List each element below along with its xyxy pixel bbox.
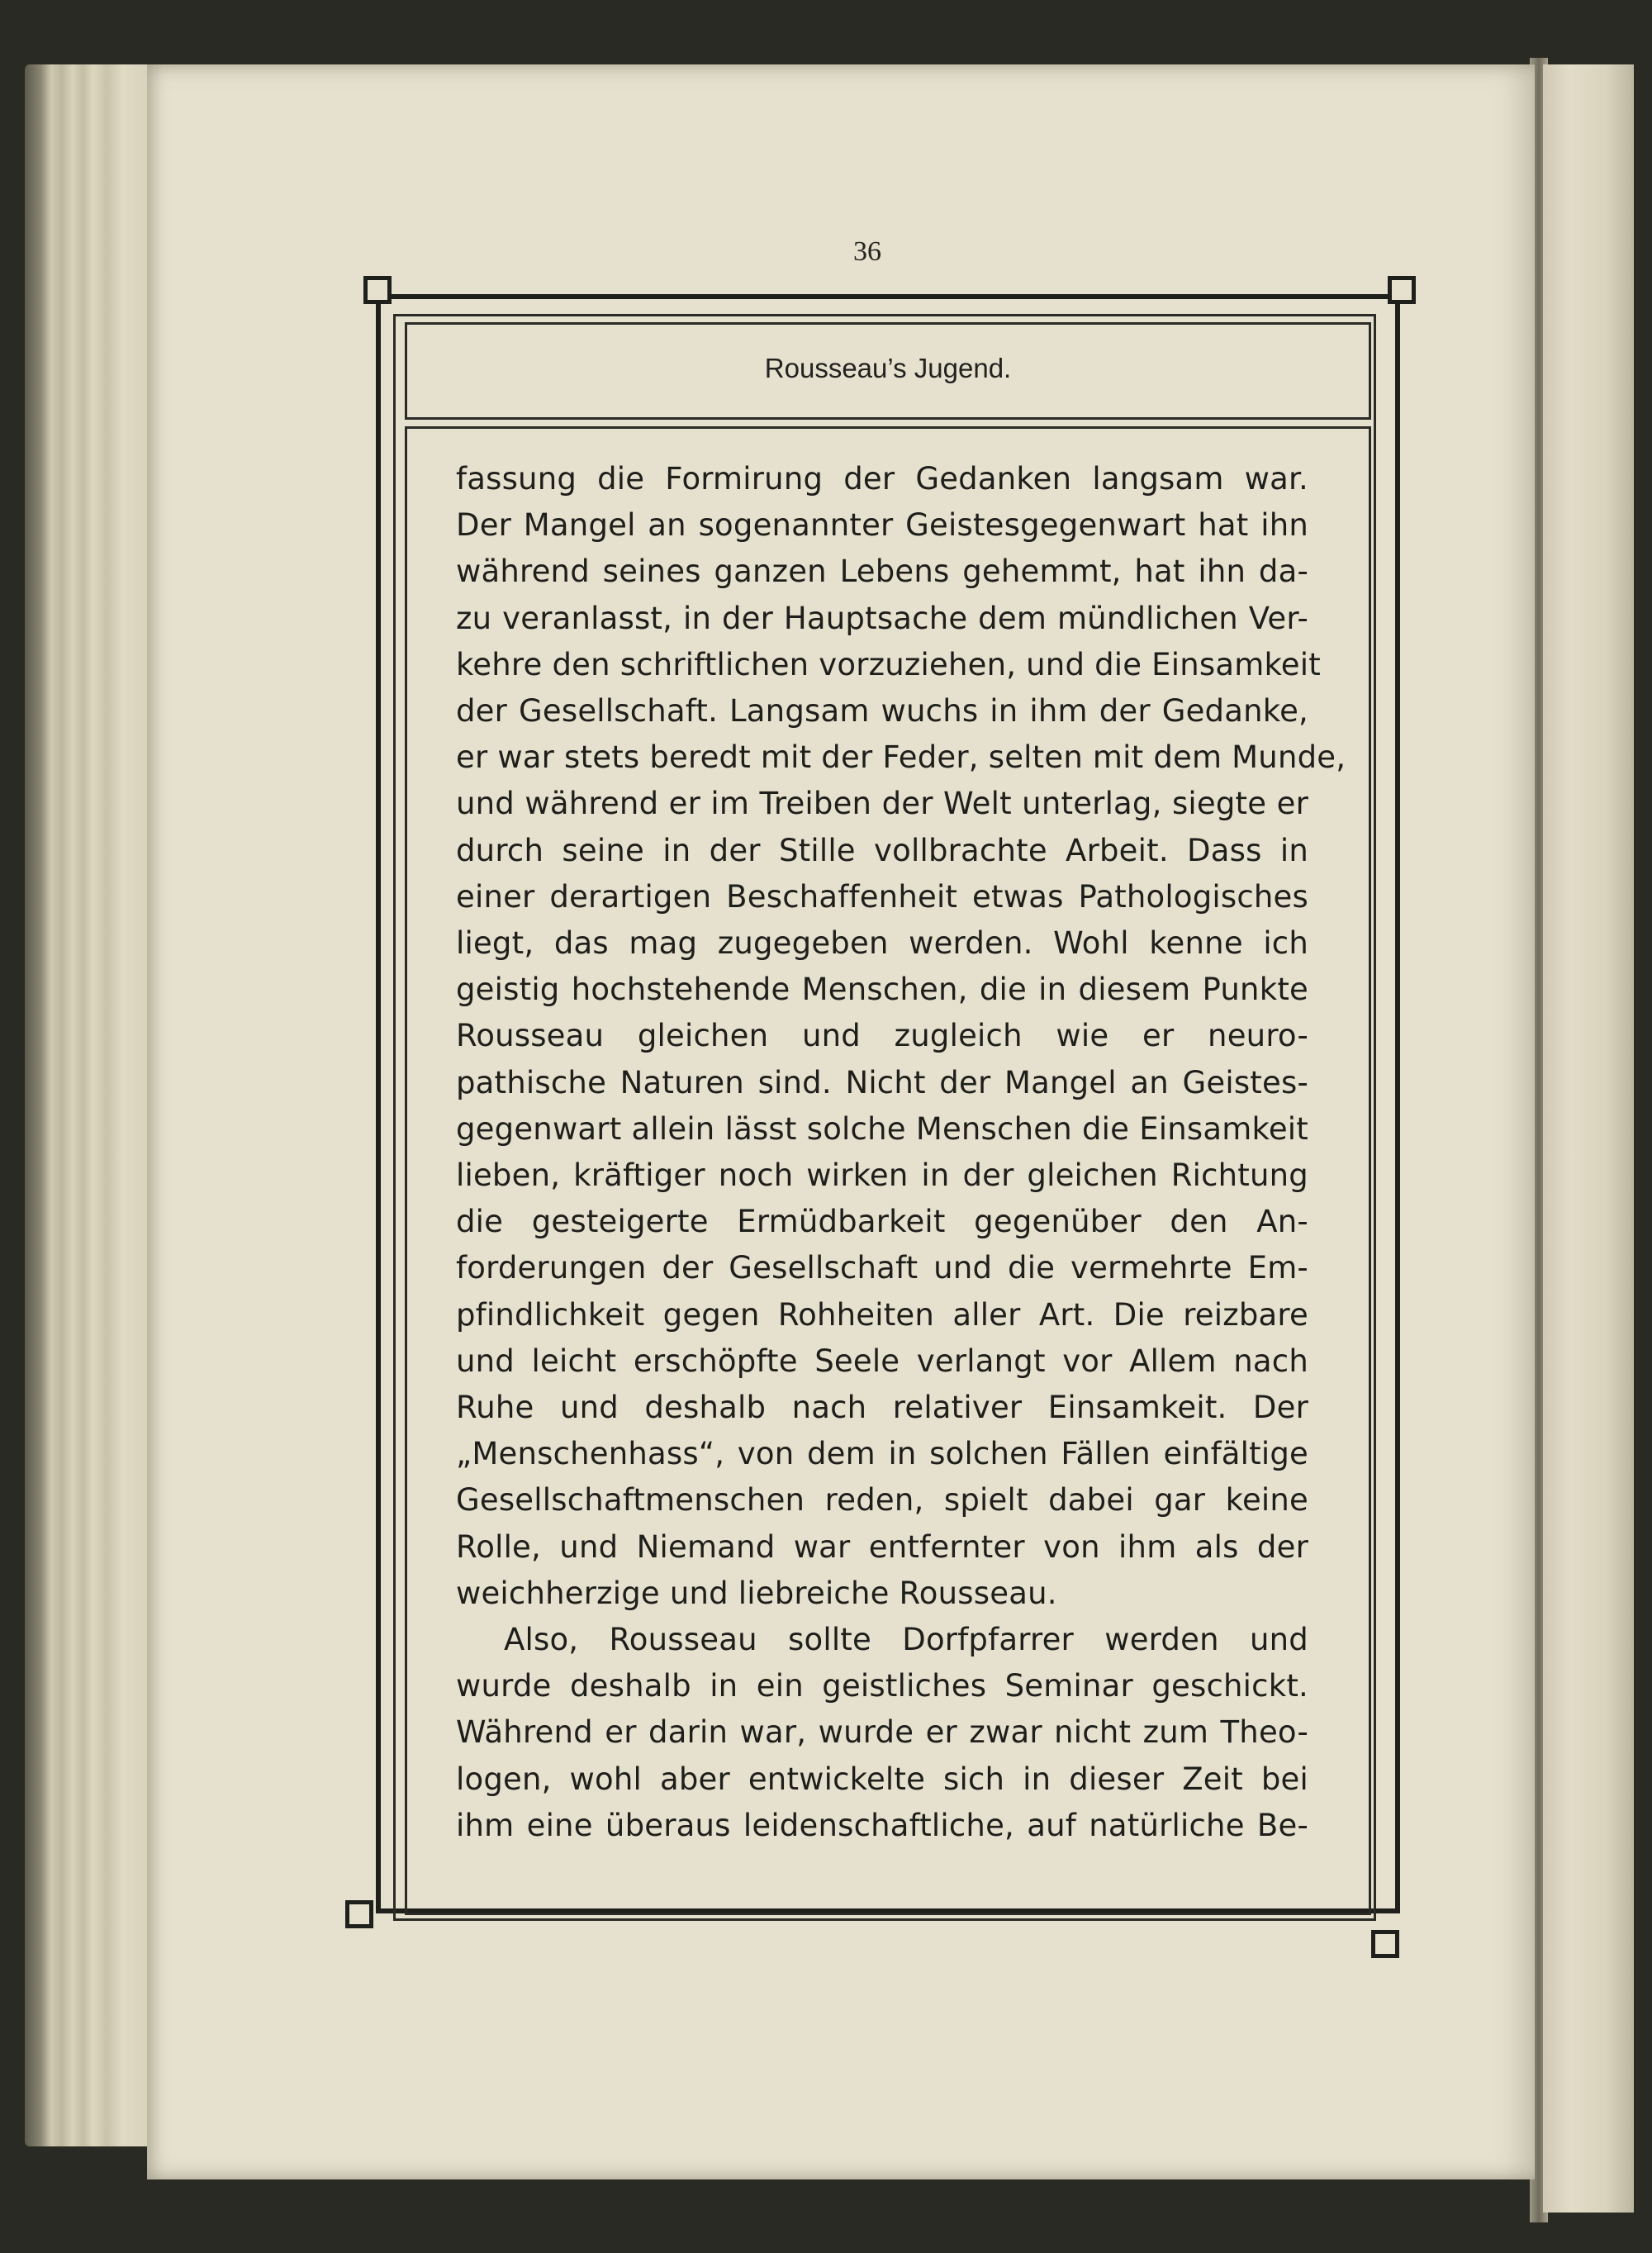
text-line: Der Mangel an sogenannter Geistesgegenwart hat ihn xyxy=(456,507,1308,544)
text-line: liegt, das mag zugegeben werden. Wohl kenne ich xyxy=(456,925,1308,962)
text-line: Gesellschaftmenschen reden, spielt dabei gar keine xyxy=(456,1482,1308,1519)
text-line: logen, wohl aber entwickelte sich in dieser Zeit bei xyxy=(456,1761,1308,1797)
text-line: durch seine in der Stille vollbrachte Arbeit. Dass in xyxy=(456,832,1308,868)
text-line: weichherzige und liebreiche Rousseau. xyxy=(456,1575,1057,1611)
text-line: die gesteigerte Ermüdbarkeit gegenüber den An- xyxy=(456,1204,1308,1240)
text-line: zu veranlasst, in der Hauptsache dem mündlichen Ver- xyxy=(456,600,1308,636)
frame-corner-top-left xyxy=(363,276,392,304)
text-line: kehre den schriftlichen vorzuziehen, und die Einsamkeit xyxy=(456,646,1321,682)
text-line: lieben, kräftiger noch wirken in der gleichen Richtung xyxy=(456,1157,1308,1194)
text-line: während seines ganzen Lebens gehemmt, hat ihn da- xyxy=(456,554,1308,590)
text-line: der Gesellschaft. Langsam wuchs in ihm der Gedanke, xyxy=(456,693,1308,730)
text-line: fassung die Formirung der Gedanken langsam war. xyxy=(456,461,1308,497)
text-line: Ruhe und deshalb nach relativer Einsamkeit. Der xyxy=(456,1390,1308,1426)
book-page-edges xyxy=(25,64,157,2146)
text-line: einer derartigen Beschaffenheit etwas Pathologisches xyxy=(456,878,1308,915)
frame-corner-bottom-left xyxy=(345,1900,373,1928)
text-line: er war stets beredt mit der Feder, selten mit dem Munde, xyxy=(456,739,1346,776)
text-line: gegenwart allein lässt solche Menschen die Einsamkeit xyxy=(456,1110,1308,1147)
text-line: pathische Naturen sind. Nicht der Mangel an Geistes- xyxy=(456,1064,1308,1100)
text-line: pfindlichkeit gegen Rohheiten aller Art. Die reizbare xyxy=(456,1296,1308,1333)
text-line: und während er im Treiben der Welt unterlag, siegte er xyxy=(456,786,1308,822)
text-line: ihm eine überaus leidenschaftliche, auf natürliche Be- xyxy=(456,1807,1308,1843)
text-line: wurde deshalb in ein geistliches Seminar geschickt. xyxy=(456,1668,1308,1704)
text-line: Während er darin war, wurde er zwar nicht zum Theo- xyxy=(456,1714,1308,1751)
body-text xyxy=(456,456,1346,1849)
text-line: Rolle, und Niemand war entfernter von ihm als der xyxy=(456,1528,1308,1565)
frame-corner-bottom-right xyxy=(1371,1930,1399,1958)
text-line: forderungen der Gesellschaft und die vermehrte Em- xyxy=(456,1250,1308,1286)
text-line: „Menschenhass“, von dem in solchen Fällen einfältige xyxy=(456,1436,1308,1472)
facing-page-edge xyxy=(1543,64,1634,2213)
running-head: Rousseau’s Jugend. xyxy=(764,353,1012,383)
running-head-box xyxy=(405,322,1371,420)
text-line: Rousseau gleichen und zugleich wie er neuro- xyxy=(456,1018,1308,1054)
text-line: und leicht erschöpfte Seele verlangt vor Allem nach xyxy=(456,1343,1308,1379)
frame-corner-top-right xyxy=(1388,276,1416,304)
text-line: geistig hochstehende Menschen, die in diesem Punkte xyxy=(456,972,1308,1008)
page-number: 36 xyxy=(853,236,881,267)
text-line: Also, Rousseau sollte Dorfpfarrer werden und xyxy=(504,1622,1308,1658)
